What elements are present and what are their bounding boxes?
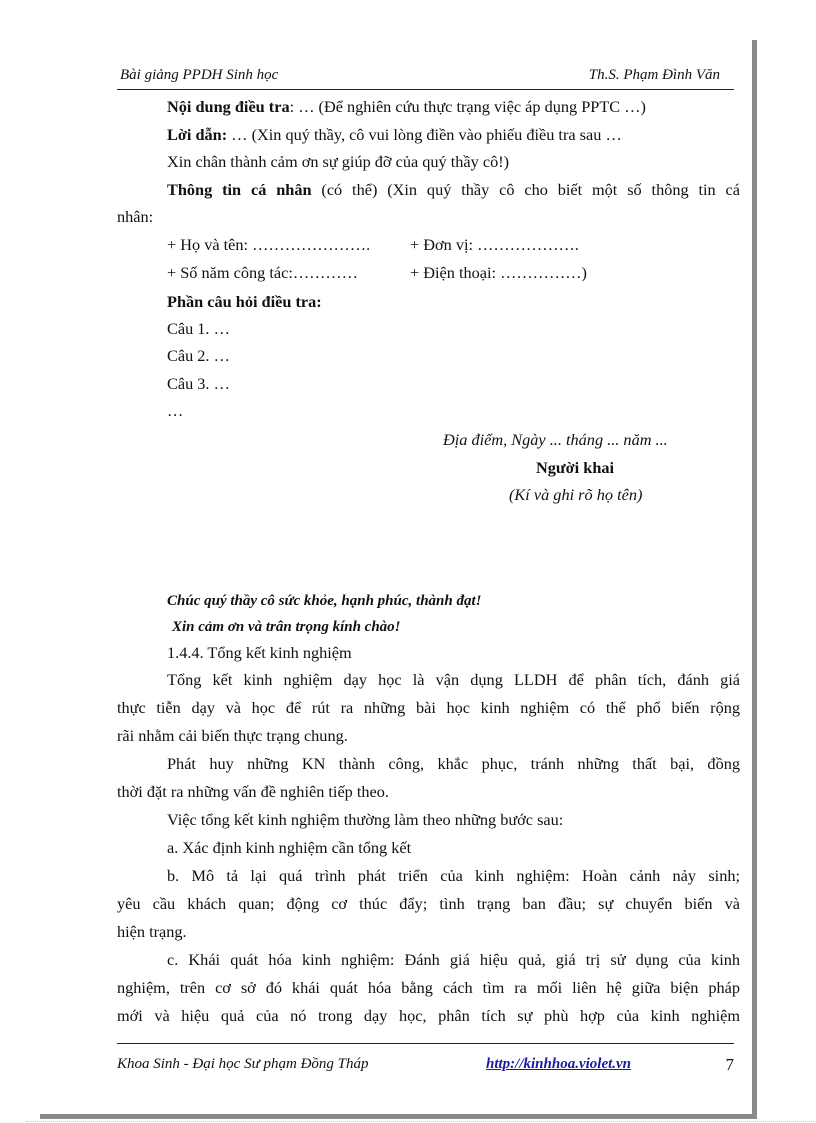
footer-institution: Khoa Sinh - Đại học Sư phạm Đồng Tháp (117, 1056, 369, 1072)
survey-intro-line (167, 125, 622, 145)
para1-line3: rãi nhằm cải biến thực trạng chung. (117, 726, 348, 745)
survey-personal-label: Thông tin cá nhân (167, 180, 312, 199)
step-a: a. Xác định kinh nghiệm cần tổng kết (167, 838, 412, 857)
name-field: + Họ và tên: …………………. (167, 235, 371, 254)
question-2: Câu 2. … (167, 346, 230, 365)
step-c-line3: mới và hiệu quả của nó trong dạy học, phân tích sự phù hợp của kinh nghiệm (117, 1006, 740, 1025)
page-footer (117, 1056, 740, 1082)
phone-field: + Điện thoại: ……………) (410, 263, 587, 282)
header-course-title: Bài giảng PPDH Sinh học (120, 67, 279, 83)
signer-title-text: Người khai (536, 458, 615, 477)
signer-note: (Kí và ghi rõ họ tên) (509, 485, 643, 504)
page-edge-dotted (26, 1121, 816, 1122)
years-field: + Số năm công tác:………… (167, 263, 358, 282)
header-divider (117, 89, 734, 90)
survey-intro-text: … (Xin quý thầy, cô vui lòng điền vào phiếu điều tra sau … (227, 125, 622, 144)
question-3: Câu 3. … (167, 374, 230, 393)
signer-title (536, 458, 614, 478)
section-heading: 1.4.4. Tổng kết kinh nghiệm (167, 643, 352, 662)
closing-wish: Chúc quý thầy cô sức khỏe, hạnh phúc, thành đạt! (167, 593, 482, 609)
page-shadow-right (752, 40, 757, 1118)
step-b-line1: b. Mô tả lại quá trình phát triển của kinh nghiệm: Hoàn cảnh nảy sinh; (167, 866, 740, 885)
header-author: Th.S. Phạm Đình Văn (588, 67, 720, 83)
survey-personal-line (167, 180, 740, 200)
survey-content-label: Nội dung điều tra (167, 97, 290, 116)
survey-personal-text: (có thể) (Xin quý thầy cô cho biết một số thông tin cá (311, 180, 740, 199)
page-shadow-bottom (40, 1114, 757, 1119)
page-number: 7 (725, 1055, 734, 1074)
footer-website-link[interactable]: http://kinhhoa.violet.vn (486, 1056, 632, 1072)
place-date: Địa điểm, Ngày ... tháng ... năm ... (443, 430, 668, 449)
step-c-line2: nghiệm, trên cơ sở đó khái quát hóa bằng cách tìm ra mối liên hệ giữa biện pháp (117, 978, 740, 997)
question-more: … (167, 401, 184, 420)
para3: Việc tổng kết kinh nghiệm thường làm theo những bước sau: (167, 810, 564, 829)
questions-heading (167, 292, 322, 312)
footer-divider (117, 1043, 734, 1044)
para1-line2: thực tiễn dạy và học để rút ra những bài học kinh nghiệm có thể phổ biến rộng (117, 698, 740, 717)
closing-thanks: Xin cảm ơn và trân trọng kính chào! (172, 619, 401, 635)
para1-line1: Tổng kết kinh nghiệm dạy học là vận dụng LLDH để phân tích, đánh giá (167, 670, 740, 689)
para2-line1: Phát huy những KN thành công, khắc phục, tránh những thất bại, đồng (167, 754, 740, 773)
survey-intro-label: Lời dẫn: (167, 125, 228, 144)
para2-line2: thời đặt ra những vấn đề nghiên tiếp theo. (117, 782, 389, 801)
question-1: Câu 1. … (167, 319, 230, 338)
page-header (120, 63, 720, 89)
unit-field: + Đơn vị: ………………. (410, 235, 579, 254)
survey-thanks: Xin chân thành cảm ơn sự giúp đỡ của quý thầy cô!) (167, 152, 510, 171)
survey-content-line (167, 97, 646, 117)
questions-heading-text: Phần câu hỏi điều tra: (167, 292, 322, 311)
survey-content-text: : … (Để nghiên cứu thực trạng việc áp dụng PPTC …) (289, 97, 646, 116)
step-c-line1: c. Khái quát hóa kinh nghiệm: Đánh giá hiệu quả, giá trị sử dụng của kinh (167, 950, 740, 969)
step-b-line3: hiện trạng. (117, 922, 187, 941)
survey-personal-cont: nhân: (117, 207, 154, 226)
step-b-line2: yêu cầu khách quan; động cơ thúc đẩy; tình trạng ban đầu; sự chuyển biến và (117, 894, 740, 913)
